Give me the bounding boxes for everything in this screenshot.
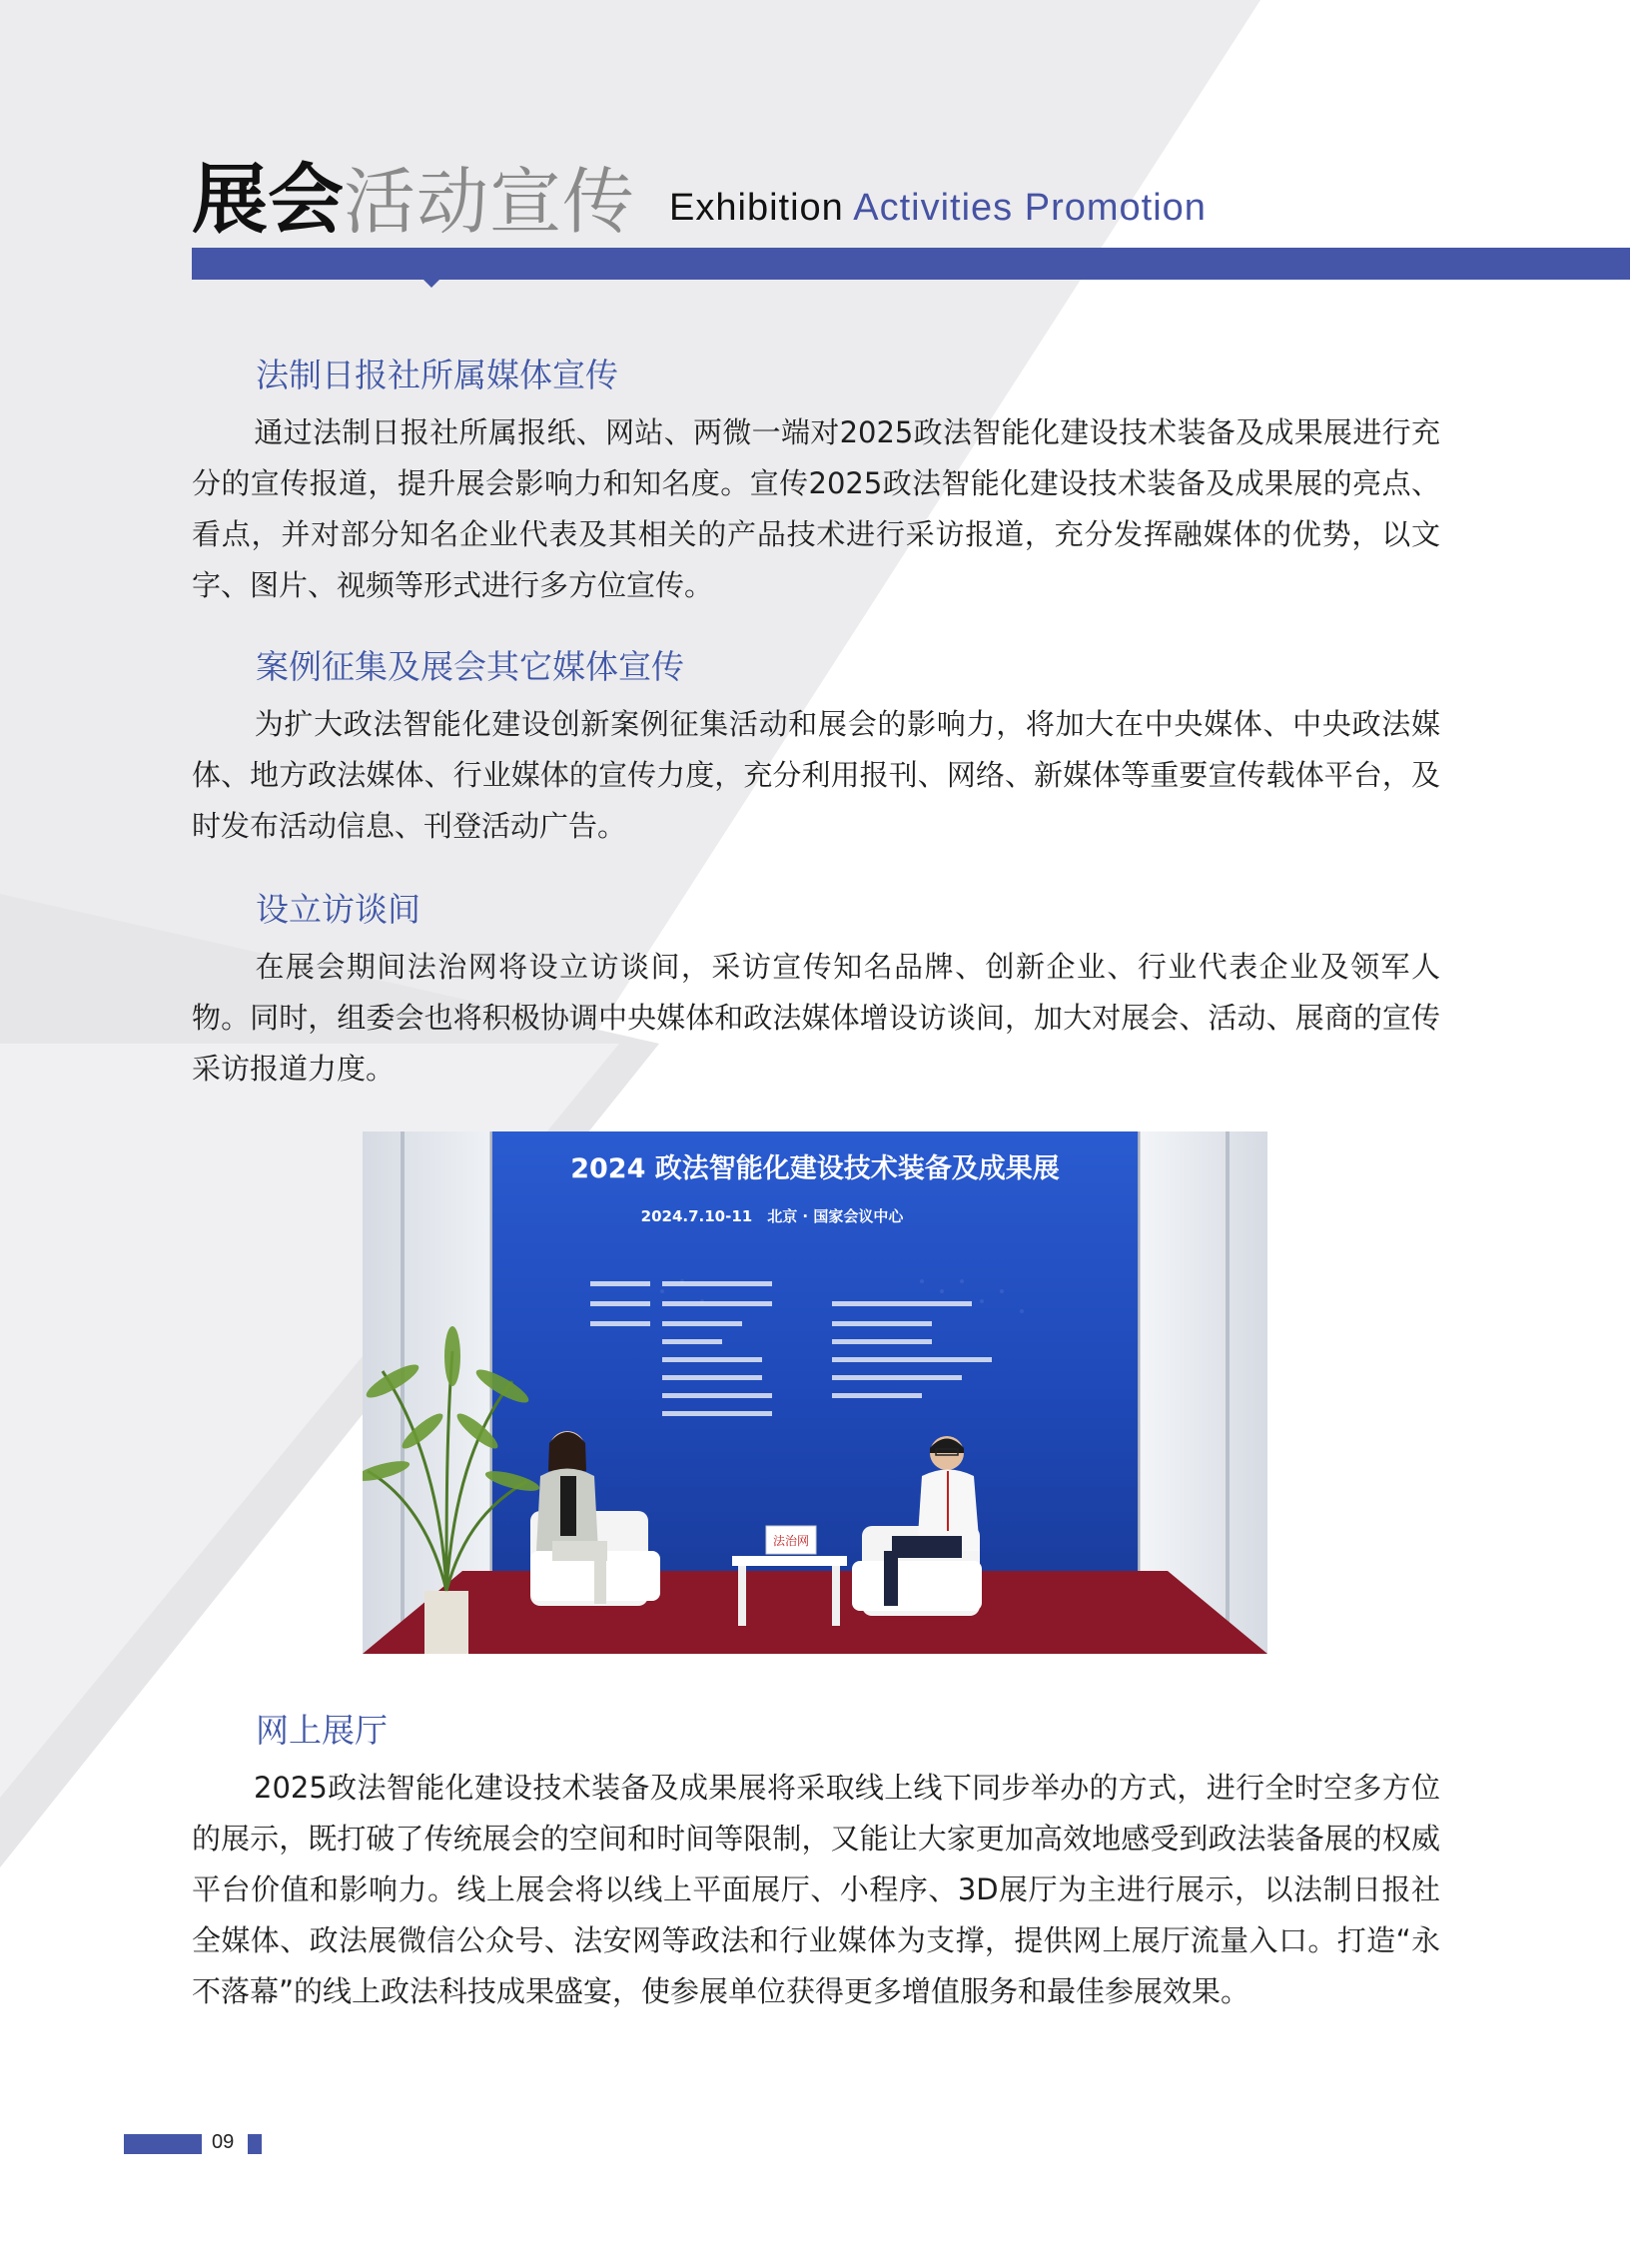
section-body-online (192, 1763, 1440, 2017)
section-heading-media: 法制日报社所属媒体宣传 (256, 356, 618, 394)
section-heading-cases: 案例征集及展会其它媒体宣传 (256, 647, 684, 686)
page-number: 09 (212, 2131, 235, 2153)
header-bar-notch (423, 280, 439, 288)
section-body-cases-text: 为扩大政法智能化建设创新案例征集活动和展会的影响力，将加大在中央媒体、中央政法媒体、地方政法媒体、行业媒体的宣传力度，充分利用报刊、网络、新媒体等重要宣传载体平台，及时发布活动信息、刊登活动广告。 (192, 707, 1440, 843)
section-body-cases (192, 699, 1440, 852)
footer-bar-right (248, 2134, 262, 2154)
header-bar (192, 248, 1630, 280)
section-body-interview-text: 在展会期间法治网将设立访谈间，采访宣传知名品牌、创新企业、行业代表企业及领军人物。同时，组委会也将积极协调中央媒体和政法媒体增设访谈间，加大对展会、活动、展商的宣传采访报道力度。 (192, 950, 1440, 1086)
page-title (192, 148, 1207, 244)
section-body-interview (192, 942, 1440, 1095)
section-body-online-text: 2025政法智能化建设技术装备及成果展将采取线上线下同步举办的方式，进行全时空多方位的展示，既打破了传统展会的空间和时间等限制，又能让大家更加高效地感受到政法装备展的权威平台价值和影响力。线上展会将以线上平面展厅、小程序、3D展厅为主进行展示，以法制日报社全媒体、政法展微信公众号、法安网等政法和行业媒体为支撑，提供网上展厅流量入口。打造“永不落幕”的线上政法科技成果盛宴，使参展单位获得更多增值服务和最佳参展效果。 (192, 1771, 1440, 2008)
backdrop-date: 2024.7.10-11 北京 · 国家会议中心 (640, 1207, 904, 1225)
interview-photo (363, 1131, 1267, 1654)
backdrop-title: 2024 政法智能化建设技术装备及成果展 (570, 1153, 1060, 1184)
section-heading-interview: 设立访谈间 (256, 890, 420, 929)
table-sign: 法治网 (772, 1534, 810, 1548)
section-body-media (192, 407, 1440, 611)
title-english-part2: Activities Promotion (853, 187, 1207, 229)
section-body-media-text: 通过法制日报社所属报纸、网站、两微一端对2025政法智能化建设技术装备及成果展进行充分的宣传报道，提升展会影响力和知名度。宣传2025政法智能化建设技术装备及成果展的亮点、看点，并对部分知名企业代表及其相关的产品技术进行采访报道，充分发挥融媒体的优势，以文字、图片、视频等形式进行多方位宣传。 (192, 415, 1440, 602)
section-heading-online: 网上展厅 (256, 1711, 388, 1750)
title-light: 活动宣传 (344, 160, 636, 244)
title-english (669, 187, 1207, 230)
title-english-part1: Exhibition (669, 187, 844, 229)
footer-bar-left (124, 2134, 202, 2154)
title-bold: 展会 (192, 155, 344, 244)
